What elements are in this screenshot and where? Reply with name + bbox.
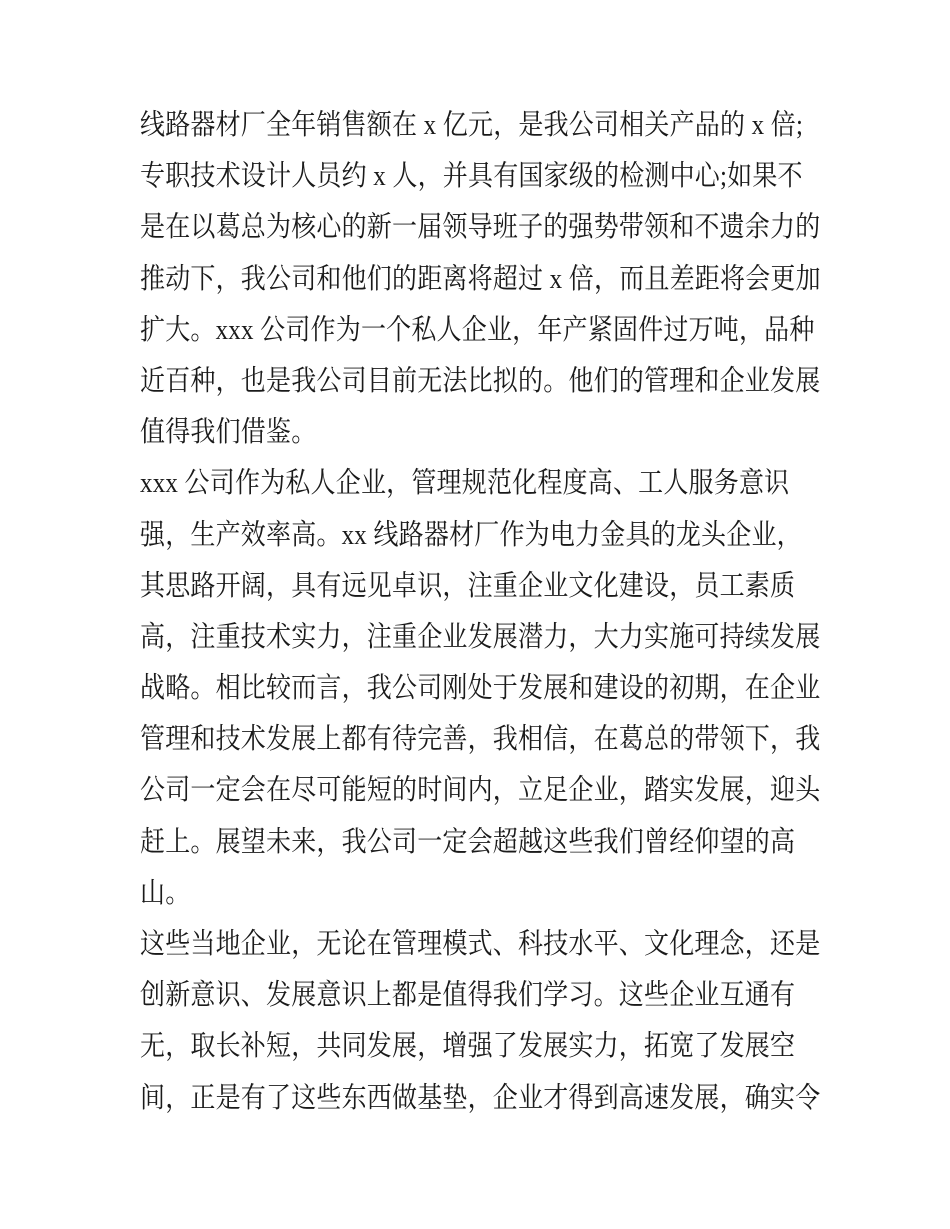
- text-line: 战略。相比较而言，我公司刚处于发展和建设的初期，在企业: [140, 673, 821, 704]
- text-line: 无，取长补短，共同发展，增强了发展实力，拓宽了发展空: [140, 1031, 796, 1063]
- text-line: 这些当地企业，无论在管理模式、科技水平、文化理念，还是: [140, 929, 821, 960]
- document-text-block: [140, 100, 821, 1124]
- text-line: xxx 公司作为私人企业，管理规范化程度高、工人服务意识: [140, 468, 790, 500]
- text-line: 近百种，也是我公司目前无法比拟的。他们的管理和企业发展: [140, 366, 821, 397]
- text-line: 强，生产效率高。xx 线路器材厂作为电力金具的龙头企业，: [140, 519, 802, 551]
- text-line: 推动下，我公司和他们的距离将超过 x 倍，而且差距将会更加: [140, 263, 821, 295]
- text-line: 高，注重技术实力，注重企业发展潜力，大力实施可持续发展: [140, 621, 821, 653]
- text-line: 是在以葛总为核心的新一届领导班子的强势带领和不遗余力的: [140, 212, 821, 244]
- text-line: 创新意识、发展意识上都是值得我们学习。这些企业互通有: [140, 980, 796, 1012]
- text-line: 值得我们借鉴。: [140, 417, 317, 449]
- text-line: 管理和技术发展上都有待完善，我相信，在葛总的带领下，我: [140, 724, 821, 756]
- text-line: 间，正是有了这些东西做基垫，企业才得到高速发展，确实令: [140, 1082, 821, 1114]
- text-line: 公司一定会在尽可能短的时间内，立足企业，踏实发展，迎头: [140, 775, 821, 807]
- text-line: 扩大。xxx 公司作为一个私人企业，年产紧固件过万吨，品种: [140, 314, 815, 346]
- text-line: 专职技术设计人员约 x 人，并具有国家级的检测中心;如果不: [140, 161, 803, 193]
- text-line: 赶上。展望未来，我公司一定会超越这些我们曾经仰望的高: [140, 826, 796, 858]
- text-line: 其思路开阔，具有远见卓识，注重企业文化建设，员工素质: [140, 570, 796, 602]
- text-line: 山。: [140, 877, 191, 909]
- text-line: 线路器材厂全年销售额在 x 亿元，是我公司相关产品的 x 倍;: [140, 110, 804, 141]
